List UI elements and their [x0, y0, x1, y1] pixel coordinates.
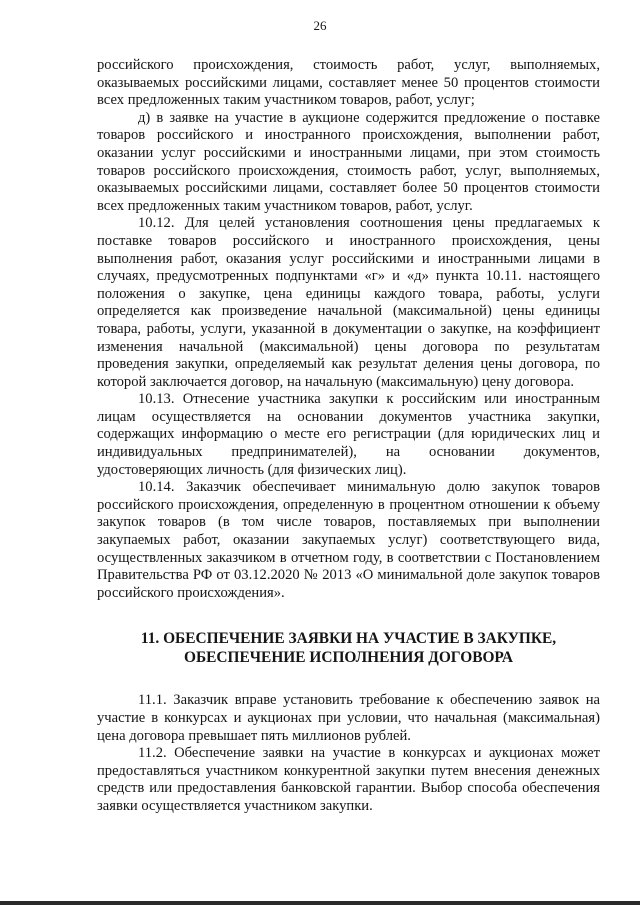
page-number: 26	[313, 18, 327, 33]
section-heading	[97, 629, 600, 667]
paragraph-10-12: 10.12. Для целей установления соотношения цены предлагаемых к поставке товаров российского и иностранного происхождения, цены выполнения работ, оказания услуг российскими и иностранными лицами в случаях, предусмотренных подпунктами «г» и «д» пункта 10.11. настоящего положения о закупке, цена единицы каждого товара, работы, услуги определяется как произведение начальной (максимальной) цены единицы товара, работы, услуги, указанной в документации о закупке, на коэффициент изменения начальной (максимальной) цены договора по результатам проведения закупки, определяемый как результат деления цены договора, по которой заключается договор, на начальную (максимальную) цену договора.	[97, 215, 600, 390]
paragraph-10-13: 10.13. Отнесение участника закупки к российским или иностранным лицам осуществляется на основании документов участника закупки, содержащих информацию о месте его регистрации (для юридических лиц и индивидуальных предпринимателей), на основании документов, удостоверяющих личность (для физических лиц).	[97, 391, 600, 478]
paragraph-continuation: российского происхождения, стоимость работ, услуг, выполняемых, оказываемых российскими лицами, составляет менее 50 процентов стоимости всех предложенных таким участником товаров, работ, услуг;	[97, 57, 600, 109]
document-body	[97, 57, 600, 816]
paragraph-10-14: 10.14. Заказчик обеспечивает минимальную долю закупок товаров российского происхождения, определенную в процентном отношении к объему закупок товаров (в том числе товаров, поставляемых при выполнении закупаемых работ, оказании закупаемых услуг) соответствующего вида, осуществленных заказчиком в отчетном году, в соответствии с Постановлением Правительства РФ от 03.12.2020 № 2013 «О минимальной доле закупок товаров российского происхождения».	[97, 479, 600, 601]
paragraph-11-2: 11.2. Обеспечение заявки на участие в конкурсах и аукционах может предоставляться участником конкурентной закупки путем внесения денежных средств или предоставления банковской гарантии. Выбор способа обеспечения заявки осуществляется участником закупки.	[97, 745, 600, 814]
paragraph-11-1: 11.1. Заказчик вправе установить требование к обеспечению заявок на участие в конкурсах и аукционах при условии, что начальная (максимальная) цена договора превышает пять миллионов рублей.	[97, 692, 600, 744]
section-heading-line-1: 11. ОБЕСПЕЧЕНИЕ ЗАЯВКИ НА УЧАСТИЕ В ЗАКУПКЕ,	[140, 630, 557, 648]
scan-bottom-edge	[0, 901, 640, 905]
section-heading-line-2: ОБЕСПЕЧЕНИЕ ИСПОЛНЕНИЯ ДОГОВОРА	[184, 649, 513, 667]
paragraph-subitem-d: д) в заявке на участие в аукционе содержится предложение о поставке товаров российского и иностранного происхождения, выполнении работ, оказании услуг российскими и иностранными лицами, при этом стоимость товаров российского происхождения, стоимость работ, услуг, выполняемых, оказываемых российскими лицами, составляет более 50 процентов стоимости всех предложенных таким участником товаров, работ, услуг.	[97, 109, 600, 214]
